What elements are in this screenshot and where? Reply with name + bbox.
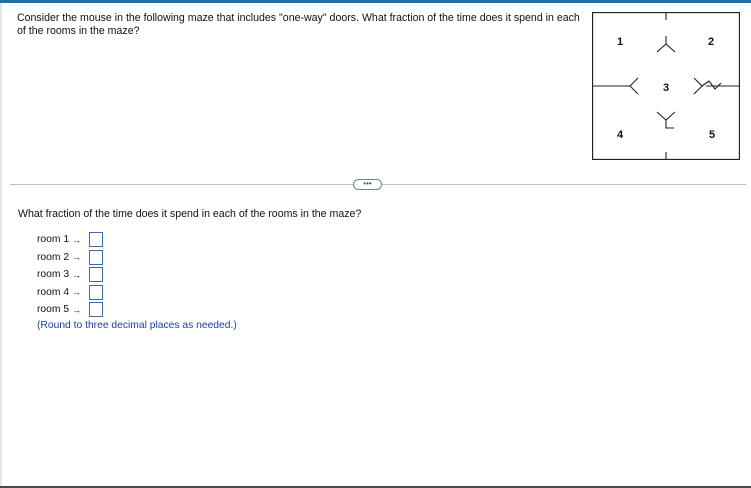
right-arrow-icon: → [72,287,81,298]
maze-wall-3-right [694,78,702,94]
right-arrow-icon: → [72,234,81,245]
answer-row-room-3 [37,266,103,284]
maze-wall-3-bottom [657,112,675,120]
room-label: room 4 [37,286,70,298]
maze-door-right [702,81,721,89]
answer-input-room-2[interactable] [89,250,103,265]
right-arrow-icon: → [72,269,81,280]
answer-list [37,231,103,319]
answer-input-room-1[interactable] [89,232,103,247]
right-arrow-icon: → [72,304,81,315]
answer-input-room-5[interactable] [89,302,103,317]
expand-question-button[interactable]: ••• [353,179,382,190]
question-text: Consider the mouse in the following maze that includes "one-way" doors. What fraction of the time does it spend in each of the rooms in the maze? [17,12,580,37]
maze-door-bottom [666,120,674,128]
maze-room-label: 2 [707,36,715,48]
maze-room-label: 4 [616,129,624,141]
maze-room-label: 3 [662,82,670,94]
right-arrow-icon: → [72,252,81,263]
answer-row-room-2 [37,249,103,267]
maze-wall-3-top [657,44,675,52]
maze-room-label: 1 [616,36,624,48]
maze-room-label: 5 [708,129,716,141]
divider-line-left [10,184,353,185]
room-label: room 2 [37,251,70,263]
room-label: room 3 [37,269,70,281]
answer-input-room-4[interactable] [89,285,103,300]
answer-input-room-3[interactable] [89,267,103,282]
answer-row-room-1 [37,231,103,249]
top-accent-bar [0,0,751,3]
room-label: room 5 [37,304,70,316]
maze-wall-3-left [630,78,638,94]
answer-row-room-5 [37,301,103,319]
left-edge [0,3,2,488]
part-prompt: What fraction of the time does it spend in each of the rooms in the maze? [18,208,362,220]
rounding-hint: (Round to three decimal places as needed.) [37,320,237,331]
divider-line-right [382,184,746,185]
maze-diagram [592,12,740,160]
room-label: room 1 [37,234,70,246]
answer-row-room-4 [37,284,103,302]
